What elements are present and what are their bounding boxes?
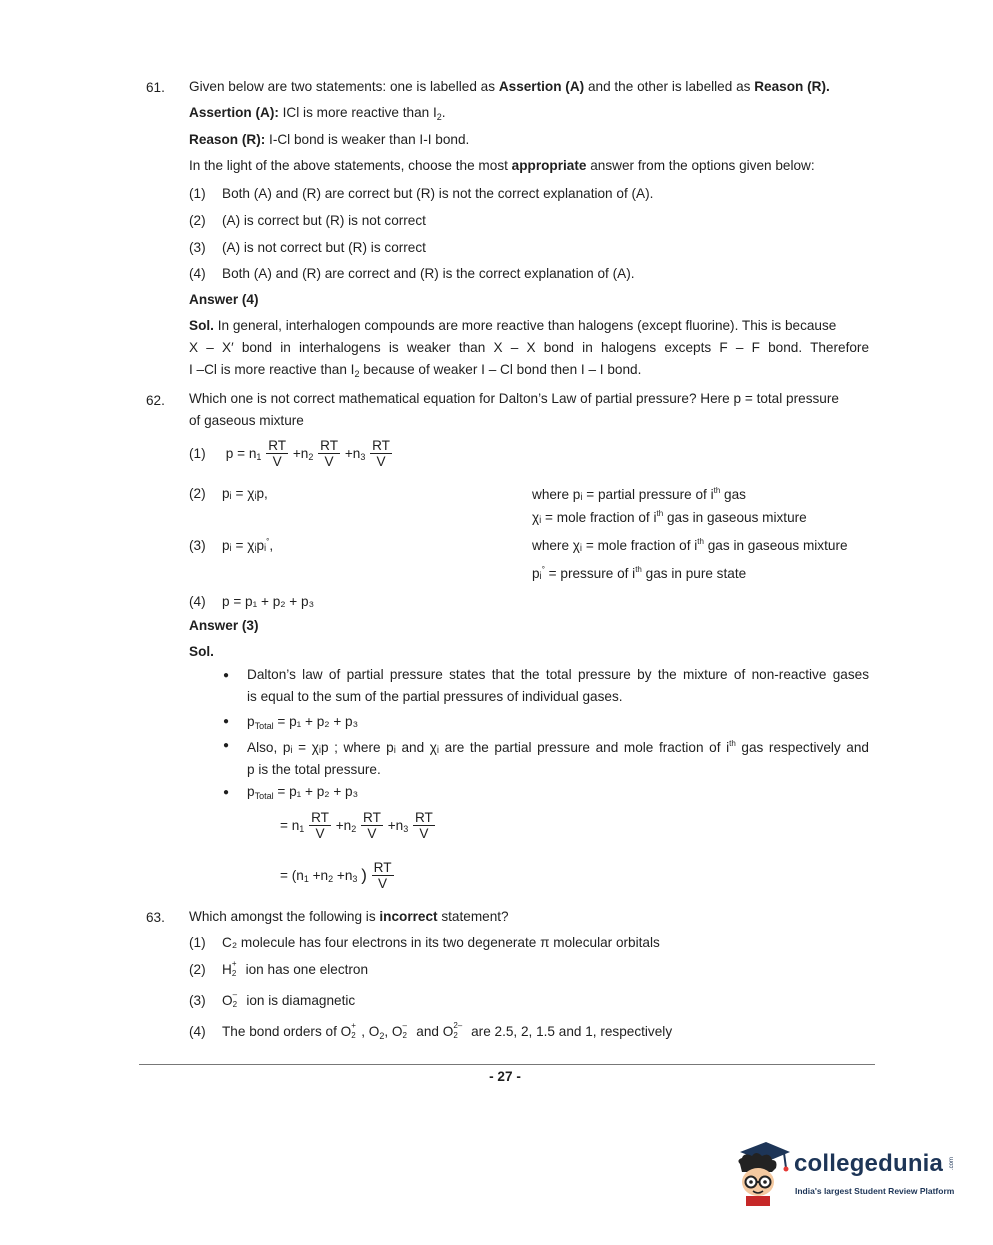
- fraction: $\frac{RT}{V}$: [311, 810, 329, 841]
- q62-bullet1: Dalton’s law of partial pressure states that the total pressure by the mixture of non-reactive gases is equal to the sum of the partial pressures of individual gases.: [247, 667, 869, 704]
- page-number: - 27 -: [489, 1069, 521, 1084]
- q61-solution-line2: X – X′ bond in interhalogens is weaker than X – X bond in halogens excepts F – F bond. Therefore: [189, 340, 869, 355]
- bullet-icon: ●: [223, 787, 230, 798]
- q63-option-1: (1) C₂ molecule has four electrons in its two degenerate π molecular orbitals: [189, 935, 660, 950]
- q62-bullet2: $p_{Total} = p_1 + p_2 + p_3$: [247, 714, 359, 731]
- bullet-icon: ●: [223, 670, 230, 681]
- q62-option-3-note2: pᵢ° = pressure of $i^{th}$ gas in pure state: [532, 565, 747, 581]
- fraction: $\frac{RT}{V}$: [372, 438, 390, 469]
- q61-reason: Reason (R): I-Cl bond is weaker than I-I bond.: [189, 132, 470, 147]
- q62-number: 62.: [146, 393, 165, 408]
- collegedunia-logo-com: .com: [949, 1156, 955, 1170]
- collegedunia-logo-text: collegedunia: [794, 1150, 944, 1177]
- bullet-icon: ●: [223, 740, 230, 751]
- q62-option-3: (3) pᵢ = χᵢpᵢ°,: [189, 537, 274, 553]
- q61-instruction: In the light of the above statements, choose the most appropriate answer from the options given below:: [189, 158, 815, 173]
- q61-option-3: (3) (A) is not correct but (R) is correct: [189, 240, 426, 255]
- q62-option-1: (1) $p = n_1$ $\frac{RT}{V}$ $+n_2$ $\frac{RT}{V}$ $+n_3$ $\frac{RT}{V}$: [189, 438, 390, 469]
- q62-option-2-note2: χᵢ = mole fraction of $i^{th}$ gas in gaseous mixture: [532, 509, 807, 525]
- q62-bullet3: Also, pᵢ = χᵢp ; where pᵢ and χᵢ are the partial pressure and mole fraction of $i^{th}$ gas respectively and p is the total pressure.: [247, 739, 869, 777]
- q62-answer: Answer (3): [189, 618, 259, 633]
- q61-solution-line1: Sol. In general, interhalogen compounds are more reactive than halogens (except fluorine). This is because: [189, 318, 837, 333]
- fraction: $\frac{RT}{V}$: [268, 438, 287, 469]
- q63-option-2: (2) H + 2 ion has one electron: [189, 959, 369, 978]
- q62-option-2: (2) pᵢ = χᵢp,: [189, 486, 268, 501]
- q62-equation-line1: = $n_1$ $\frac{RT}{V}$ $+n_2$ $\frac{RT}{V}$ $+n_3$ $\frac{RT}{V}$: [280, 810, 433, 841]
- q62-question-line2: of gaseous mixture: [189, 413, 304, 428]
- q61-option-1: (1) Both (A) and (R) are correct but (R) is not the correct explanation of (A).: [189, 186, 654, 201]
- q61-option-4: (4) Both (A) and (R) are correct and (R) is the correct explanation of (A).: [189, 266, 635, 281]
- q62-sol-label: Sol.: [189, 644, 214, 659]
- q61-solution-line3: I –Cl is more reactive than $I_2$ because of weaker I – Cl bond then I – I bond.: [189, 362, 642, 379]
- q61-intro: Given below are two statements: one is labelled as Assertion (A) and the other is labelled as Reason (R).: [189, 79, 830, 94]
- q62-question-line1: Which one is not correct mathematical equation for Dalton’s Law of partial pressure? Here p = total pressure: [189, 391, 839, 406]
- q61-assertion: Assertion (A): ICl is more reactive than $I_2$.: [189, 105, 446, 122]
- footer-divider: [139, 1064, 875, 1065]
- q62-bullet4: $p_{Total} = p_1 + p_2 + p_3$: [247, 784, 359, 801]
- q61-answer: Answer (4): [189, 292, 259, 307]
- q62-option-1-num: (1): [189, 446, 206, 461]
- bullet-icon: ●: [223, 716, 230, 727]
- q63-number: 63.: [146, 910, 165, 925]
- q63-option-4: (4) The bond orders of O + 2 , $O_2$, O – 2 and O 2– 2 are 2.5, 2, 1.5 and 1, respectively: [189, 1021, 673, 1041]
- fraction: $\frac{RT}{V}$: [363, 810, 381, 841]
- q62-equation-line2: = ($n_1 +n_2 +n_3$ ) $\frac{RT}{V}$: [280, 860, 392, 891]
- q63-option-3: (3) O – 2 ion is diamagnetic: [189, 990, 356, 1009]
- collegedunia-mascot-icon: [732, 1138, 792, 1208]
- q62-option-4: (4) p = p₁ + p₂ + p₃: [189, 594, 315, 609]
- fraction: $\frac{RT}{V}$: [373, 860, 392, 891]
- fraction: $\frac{RT}{V}$: [414, 810, 433, 841]
- fraction: $\frac{RT}{V}$: [320, 438, 339, 469]
- q63-question: Which amongst the following is incorrect statement?: [189, 909, 509, 924]
- q61-option-2: (2) (A) is correct but (R) is not correct: [189, 213, 426, 228]
- collegedunia-tagline: India's largest Student Review Platform: [795, 1186, 955, 1196]
- q62-option-2-note1: where pᵢ = partial pressure of $i^{th}$ gas: [532, 486, 746, 502]
- q61-number: 61.: [146, 80, 165, 95]
- q62-option-3-note1: where χᵢ = mole fraction of $i^{th}$ gas in gaseous mixture: [532, 537, 848, 553]
